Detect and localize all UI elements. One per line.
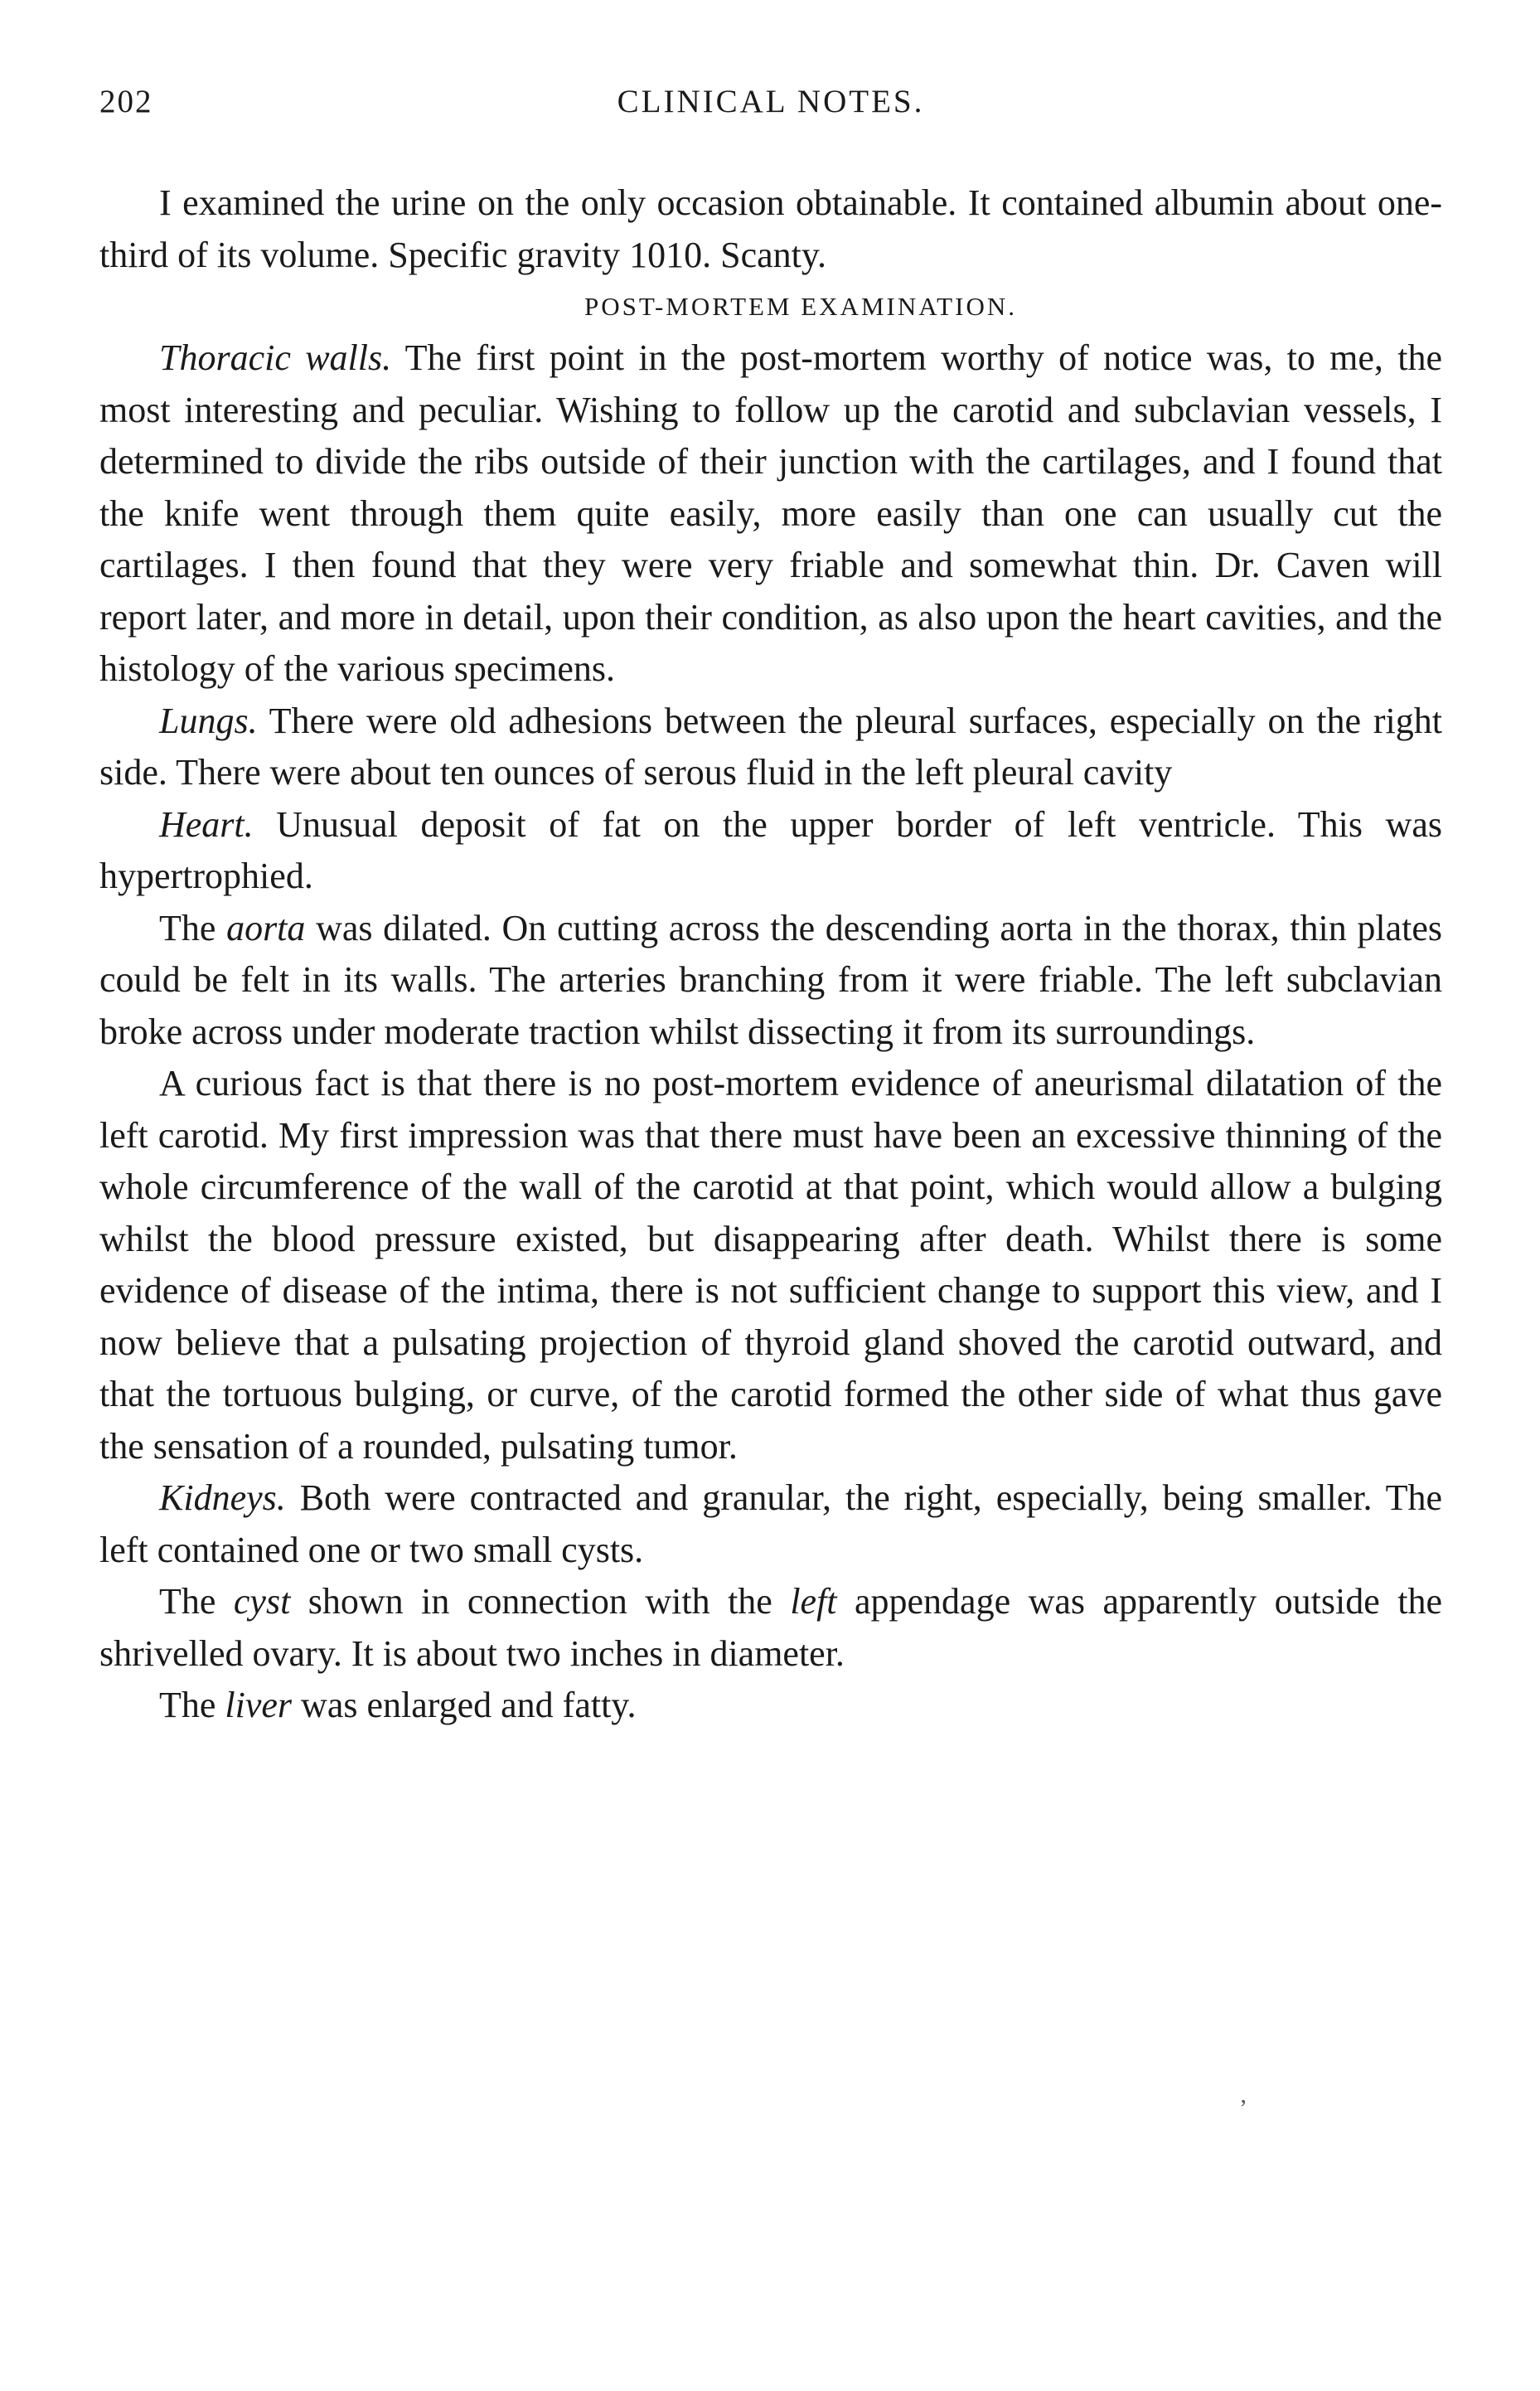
thoracic-walls-paragraph — [99, 332, 1442, 696]
thoracic-walls-label: Thoracic walls. — [159, 337, 392, 378]
lungs-label: Lungs. — [159, 700, 258, 741]
book-page — [99, 83, 1442, 1732]
aorta-text: was dilated. On cutting across the descending aorta in the thorax, thin plates could be felt in its walls. The arteries branching from it were friable. The left subclavian broke across under moderate traction whilst dissecting it from its surroundings. — [99, 907, 1443, 1052]
left-term: left — [790, 1581, 837, 1622]
thoracic-walls-text: The first point in the post-mortem worthy of notice was, to me, the most interesting and peculiar. Wishing to follow up the carotid and subclavian vessels, I determined to divide the ribs outside of their junction with the cartilages, and I found that the knife went through them quite easily, more easily than one can usually cut the cartilages. I then found that they were very friable and somewhat thin. Dr. Caven will report later, and more in detail, upon their condition, as also upon the heart cavities, and the histology of the various specimens. — [99, 337, 1443, 689]
cyst-term: cyst — [233, 1581, 291, 1622]
urine-paragraph: I examined the urine on the only occasion obtainable. It contained albumin about one-third of its volume. Specific gravity 1010. Scanty. — [99, 182, 1442, 275]
heart-paragraph — [99, 799, 1442, 903]
aorta-lead: The — [159, 907, 227, 948]
aorta-paragraph — [99, 903, 1442, 1059]
liver-text: was enlarged and fatty. — [292, 1685, 637, 1725]
body-text — [99, 177, 1442, 1732]
section-heading: POST-MORTEM EXAMINATION. — [584, 292, 1017, 321]
running-title: CLINICAL NOTES. — [617, 84, 925, 119]
kidneys-text: Both were contracted and granular, the right, especially, being smaller. The left contained one or two small cysts. — [99, 1477, 1442, 1570]
lungs-paragraph — [99, 696, 1442, 799]
ink-speck: ‚ — [1239, 2081, 1247, 2108]
heart-text: Unusual deposit of fat on the upper border of left ventricle. This was hypertrophied. — [99, 803, 1442, 896]
carotid-paragraph: A curious fact is that there is no post-mortem evidence of aneurismal dilatation of the left carotid. My first impression was that there must have been an excessive thinning of the whole circumference of the wall of the carotid at that point, which would allow a bulging whilst the blood pressure existed, but disappearing after death. Whilst there is some evidence of disease of the intima, there is not sufficient change to support this view, and I now believe that a pulsating projection of thyroid gland shoved the carotid outward, and that the tortuous bulging, or curve, of the carotid formed the other side of what thus gave the sensation of a rounded, pulsating tumor. — [99, 1063, 1442, 1467]
liver-paragraph — [99, 1680, 1442, 1732]
cyst-text: appendage was apparently outside the shrivelled ovary. It is about two inches in diameter. — [99, 1581, 1443, 1674]
kidneys-paragraph — [99, 1472, 1442, 1576]
running-head — [99, 83, 1442, 133]
cyst-lead: The — [159, 1581, 234, 1622]
kidneys-label: Kidneys. — [159, 1477, 286, 1518]
heart-label: Heart. — [159, 803, 254, 845]
liver-lead: The — [159, 1685, 225, 1725]
lungs-text: There were old adhesions between the pleural surfaces, especially on the right side. There were about ten ounces of serous fluid in the left pleural cavity — [99, 700, 1442, 793]
page-number: 202 — [99, 84, 153, 119]
cyst-middle: shown in connection with the — [290, 1581, 791, 1622]
cyst-paragraph — [99, 1576, 1442, 1680]
liver-term: liver — [225, 1685, 293, 1725]
aorta-term: aorta — [226, 907, 306, 948]
